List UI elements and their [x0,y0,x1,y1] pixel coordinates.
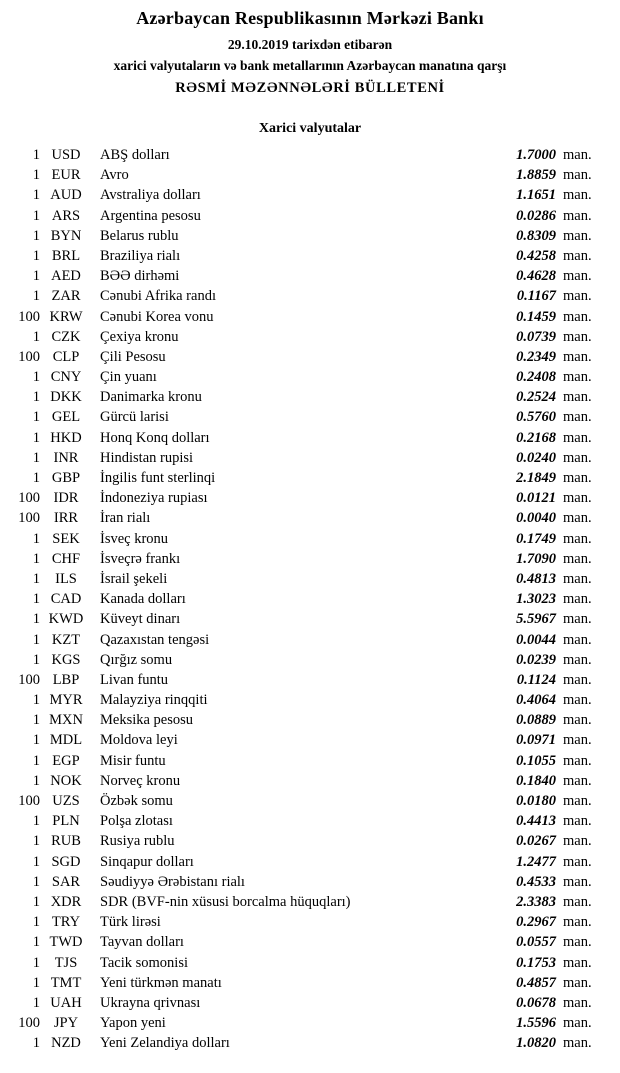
currency-name: Avstraliya dolları [100,187,201,204]
currency-name: İngilis funt sterlinqi [100,470,216,486]
currency-quantity: 1 [32,914,40,931]
currency-quantity: 100 [18,1015,40,1032]
currency-code: TWD [49,934,83,951]
currency-unit: man. [563,853,592,870]
currency-name: Sinqapur dolları [100,853,194,870]
currency-rate: 0.0044 [516,631,556,648]
currency-code: XDR [50,893,82,910]
currency-code: EUR [51,167,81,184]
currency-rate: 0.1055 [516,752,556,769]
currency-code: ARS [51,207,81,224]
currency-quantity: 1 [32,167,40,184]
currency-rate: 0.4064 [516,692,556,709]
currency-quantity: 1 [32,247,40,264]
currency-code: KRW [49,308,83,325]
currency-name: İran rialı [100,510,151,527]
currency-rate: 0.0040 [516,510,556,527]
currency-code: MYR [49,692,83,709]
rate-row [0,347,602,367]
rate-row [0,589,602,609]
currency-unit: man. [563,550,592,567]
currency-rate: 1.7090 [516,550,556,567]
currency-unit: man. [563,227,592,244]
currency-unit: man. [563,833,592,850]
currency-code: EGP [52,752,80,769]
currency-rate: 0.1749 [516,530,556,547]
currency-unit: man. [563,167,592,184]
currency-quantity: 1 [32,409,40,426]
currency-name: Livan funtu [100,671,169,688]
currency-name: İsveç kronu [100,530,169,547]
currency-name: Polşa zlotası [100,813,173,830]
currency-unit: man. [563,954,592,971]
rate-row [0,367,602,387]
currency-name: Kanada dolları [100,591,186,608]
rate-row [0,690,602,710]
currency-quantity: 1 [32,429,40,446]
currency-quantity: 1 [32,994,40,1011]
currency-name: Malayziya rinqqiti [100,692,208,709]
currency-name: Çili Pesosu [100,348,166,365]
rate-row [0,226,602,246]
currency-name: Səudiyyə Ərəbistanı rialı [100,873,245,890]
rate-row [0,751,602,771]
section-title-foreign-currencies: Xarici valyutalar [258,121,362,136]
currency-quantity: 1 [32,328,40,345]
currency-rate: 0.1459 [516,308,556,325]
currency-unit: man. [563,914,592,931]
currency-unit: man. [563,631,592,648]
rate-row [0,912,602,932]
currency-code: UAH [50,994,82,1011]
currency-unit: man. [563,510,592,527]
currency-name: Çexiya kronu [100,328,179,345]
currency-quantity: 1 [32,934,40,951]
currency-quantity: 100 [18,490,40,507]
currency-code: MDL [49,732,83,749]
currency-code: JPY [53,1015,79,1032]
currency-name: ABŞ dolları [100,147,170,163]
currency-unit: man. [563,288,592,305]
currency-unit: man. [563,369,592,386]
currency-name: Yeni türkmən manatı [100,974,222,991]
currency-quantity: 100 [18,510,40,527]
currency-name: Küveyt dinarı [100,611,181,628]
currency-code: GEL [51,409,81,426]
currency-unit: man. [563,793,592,809]
currency-rate: 0.0557 [516,934,556,951]
currency-unit: man. [563,328,592,345]
currency-code: SAR [51,873,81,890]
bank-name: Azərbaycan Respublikasının Mərkəzi Bankı [136,8,484,28]
currency-rate: 1.1651 [516,187,556,204]
currency-rate: 0.1167 [516,288,556,305]
currency-quantity: 1 [32,752,40,769]
currency-name: Norveç kronu [100,772,181,789]
currency-quantity: 1 [32,974,40,991]
currency-name: Braziliya rialı [100,247,181,264]
currency-name: Hindistan rupisi [100,449,194,466]
currency-name: İndoneziya rupiası [100,490,208,507]
currency-unit: man. [563,348,592,365]
rate-row [0,327,602,347]
bulletin-subtitle: xarici valyutaların və bank metallarının Azərbaycan manatına qarşı [113,58,507,73]
rate-row [0,630,602,650]
currency-code: AED [51,268,81,285]
currency-quantity: 1 [32,611,40,628]
currency-code: INR [53,449,79,466]
currency-code: BRL [51,247,81,264]
currency-code: TMT [50,974,82,991]
currency-quantity: 1 [32,813,40,830]
currency-unit: man. [563,268,592,285]
currency-name: Yapon yeni [100,1015,166,1032]
currency-rate: 0.0739 [516,328,556,345]
currency-rate: 0.1753 [516,954,556,971]
currency-unit: man. [563,308,592,325]
currency-code: CLP [52,348,80,365]
currency-unit: man. [563,591,592,608]
currency-code: KWD [48,611,84,628]
currency-unit: man. [563,994,592,1011]
currency-quantity: 1 [32,651,40,668]
currency-quantity: 1 [32,288,40,305]
currency-code: SGD [51,853,81,870]
currency-name: Argentina pesosu [100,207,201,224]
currency-rate: 0.0678 [516,994,556,1011]
currency-unit: man. [563,147,592,163]
currency-quantity: 100 [18,348,40,365]
currency-rate: 0.0180 [516,793,556,809]
currency-code: CZK [51,328,81,345]
rate-row [0,932,602,952]
currency-name: SDR (BVF-nin xüsusi borcalma hüquqları) [100,893,351,910]
currency-rate: 0.2524 [516,389,556,406]
rate-row [0,1013,602,1033]
rate-row [0,488,602,508]
currency-name: Cənubi Afrika randı [100,288,216,305]
currency-name: İsveçrə frankı [100,550,181,567]
currency-rate: 0.4813 [516,570,556,587]
currency-code: AUD [50,187,82,204]
currency-rate: 0.4533 [516,873,556,890]
currency-code: GBP [51,470,81,486]
currency-name: Gürcü larisi [100,409,169,426]
currency-name: Ukrayna qrivnası [100,994,201,1011]
currency-quantity: 100 [18,308,40,325]
currency-code: MXN [49,712,83,729]
currency-quantity: 1 [32,389,40,406]
currency-rate: 0.0121 [516,490,556,507]
currency-code: PLN [52,813,80,830]
rate-row [0,609,602,629]
currency-code: TJS [54,954,78,971]
currency-code: USD [51,147,81,163]
rate-row [0,307,602,327]
rate-row [0,246,602,266]
currency-code: TRY [51,914,81,931]
rate-row [0,670,602,690]
currency-name: Türk lirəsi [100,914,161,931]
currency-name: Tacik somonisi [100,954,188,971]
currency-rate: 0.1124 [516,671,556,688]
currency-unit: man. [563,570,592,587]
currency-name: Moldova leyi [100,732,178,749]
currency-rate: 0.4258 [516,247,556,264]
currency-rate: 0.5760 [516,409,556,426]
rate-row [0,872,602,892]
currency-code: SEK [52,530,80,547]
currency-quantity: 1 [32,530,40,547]
rate-row [0,529,602,549]
rate-row [0,650,602,670]
rate-row [0,730,602,750]
currency-unit: man. [563,752,592,769]
currency-unit: man. [563,772,592,789]
rate-row [0,185,602,205]
currency-rate: 1.3023 [516,591,556,608]
currency-rate: 2.3383 [516,893,556,910]
currency-rate: 0.4628 [516,268,556,285]
currency-unit: man. [563,873,592,890]
currency-quantity: 1 [32,853,40,870]
currency-name: Meksika pesosu [100,712,194,729]
currency-quantity: 1 [32,732,40,749]
currency-code: CHF [51,550,81,567]
currency-quantity: 1 [32,470,40,486]
currency-rate: 0.2967 [516,914,556,931]
currency-code: CNY [50,369,82,386]
currency-unit: man. [563,530,592,547]
currency-unit: man. [563,692,592,709]
currency-code: NOK [50,772,82,789]
rate-row [0,852,602,872]
currency-rate: 5.5967 [516,611,556,628]
currency-rate: 1.2477 [516,853,556,870]
rate-row [0,771,602,791]
currency-quantity: 1 [32,1035,40,1052]
currency-rate: 1.7000 [516,147,556,163]
currency-quantity: 1 [32,268,40,285]
effective-date-line: 29.10.2019 tarixdən etibarən [227,37,393,52]
currency-unit: man. [563,429,592,446]
rate-row [0,549,602,569]
currency-unit: man. [563,409,592,426]
currency-code: DKK [50,389,82,406]
currency-quantity: 1 [32,712,40,729]
rate-row [0,468,602,488]
currency-unit: man. [563,671,592,688]
currency-quantity: 1 [32,833,40,850]
currency-unit: man. [563,611,592,628]
rate-row [0,428,602,448]
currency-rate: 0.1840 [516,772,556,789]
rate-row [0,791,602,811]
currency-unit: man. [563,934,592,951]
rate-row [0,145,602,165]
currency-quantity: 1 [32,631,40,648]
currency-rate: 0.4413 [516,813,556,830]
currency-quantity: 1 [32,772,40,789]
rate-row [0,892,602,912]
currency-quantity: 1 [32,369,40,386]
currency-unit: man. [563,247,592,264]
currency-name: Çin yuanı [100,369,157,386]
currency-name: Honq Konq dolları [100,429,210,446]
currency-code: LBP [52,671,80,688]
currency-rate: 0.0971 [516,732,556,749]
currency-rate: 2.1849 [516,470,556,486]
currency-rate: 0.2349 [516,348,556,365]
currency-unit: man. [563,389,592,406]
currency-name: Cənubi Korea vonu [100,308,214,325]
currency-rate: 0.0267 [516,833,556,850]
currency-quantity: 1 [32,449,40,466]
currency-name: BƏƏ dirhəmi [100,268,180,285]
currency-rate: 0.0889 [516,712,556,729]
currency-code: UZS [52,793,80,809]
currency-name: Rusiya rublu [100,833,175,850]
currency-rate: 1.5596 [516,1015,556,1032]
currency-code: ZAR [51,288,81,305]
currency-unit: man. [563,449,592,466]
currency-name: Yeni Zelandiya dolları [100,1035,230,1052]
currency-name: Tayvan dolları [100,934,184,951]
currency-code: IDR [53,490,79,507]
currency-rate: 0.4857 [516,974,556,991]
currency-quantity: 1 [32,207,40,224]
currency-code: NZD [51,1035,81,1052]
rate-row [0,569,602,589]
rate-row [0,973,602,993]
currency-rate: 0.2168 [516,429,556,446]
rate-row [0,953,602,973]
rate-row [0,407,602,427]
rate-row [0,387,602,407]
currency-unit: man. [563,470,592,486]
currency-code: BYN [50,227,82,244]
currency-rate: 0.0239 [516,651,556,668]
exchange-rates-table [0,145,620,1053]
currency-rate: 0.0240 [516,449,556,466]
currency-quantity: 1 [32,873,40,890]
currency-name: Qazaxıstan tengəsi [100,631,210,648]
currency-rate: 0.2408 [516,369,556,386]
currency-quantity: 100 [18,793,40,809]
currency-name: Qırğız somu [100,651,173,668]
currency-quantity: 1 [32,227,40,244]
currency-rate: 0.8309 [516,227,556,244]
currency-name: İsrail şekeli [100,570,168,587]
currency-rate: 0.0286 [516,207,556,224]
currency-unit: man. [563,974,592,991]
currency-quantity: 1 [32,954,40,971]
currency-name: Avro [100,167,129,184]
currency-unit: man. [563,490,592,507]
rate-row [0,710,602,730]
currency-quantity: 1 [32,591,40,608]
currency-code: ILS [55,570,77,587]
currency-unit: man. [563,1035,592,1052]
currency-code: RUB [51,833,81,850]
currency-code: KGS [51,651,81,668]
currency-code: KZT [51,631,81,648]
currency-quantity: 1 [32,550,40,567]
currency-name: Belarus rublu [100,227,179,244]
currency-unit: man. [563,813,592,830]
currency-code: CAD [50,591,82,608]
currency-name: Misir funtu [100,752,166,769]
currency-unit: man. [563,207,592,224]
bulletin-header [0,8,620,97]
rate-row [0,993,602,1013]
currency-quantity: 1 [32,692,40,709]
currency-quantity: 1 [32,893,40,910]
currency-code: HKD [50,429,82,446]
rate-row [0,1033,602,1053]
bulletin-title: RƏSMİ MƏZƏNNƏLƏRİ BÜLLETENİ [175,80,445,96]
currency-name: Danimarka kronu [100,389,202,406]
currency-code: IRR [53,510,79,527]
currency-unit: man. [563,712,592,729]
rate-row [0,508,602,528]
currency-quantity: 100 [18,671,40,688]
currency-unit: man. [563,187,592,204]
currency-rate: 1.0820 [516,1035,556,1052]
currency-quantity: 1 [32,570,40,587]
rate-row [0,266,602,286]
rate-row [0,831,602,851]
rate-row [0,286,602,306]
currency-name: Özbək somu [100,793,173,809]
currency-rate: 1.8859 [516,167,556,184]
rate-row [0,811,602,831]
currency-quantity: 1 [32,187,40,204]
currency-quantity: 1 [32,147,40,163]
rate-row [0,206,602,226]
currency-unit: man. [563,1015,592,1032]
rate-row [0,448,602,468]
currency-unit: man. [563,893,592,910]
currency-unit: man. [563,651,592,668]
currency-unit: man. [563,732,592,749]
rate-row [0,165,602,185]
